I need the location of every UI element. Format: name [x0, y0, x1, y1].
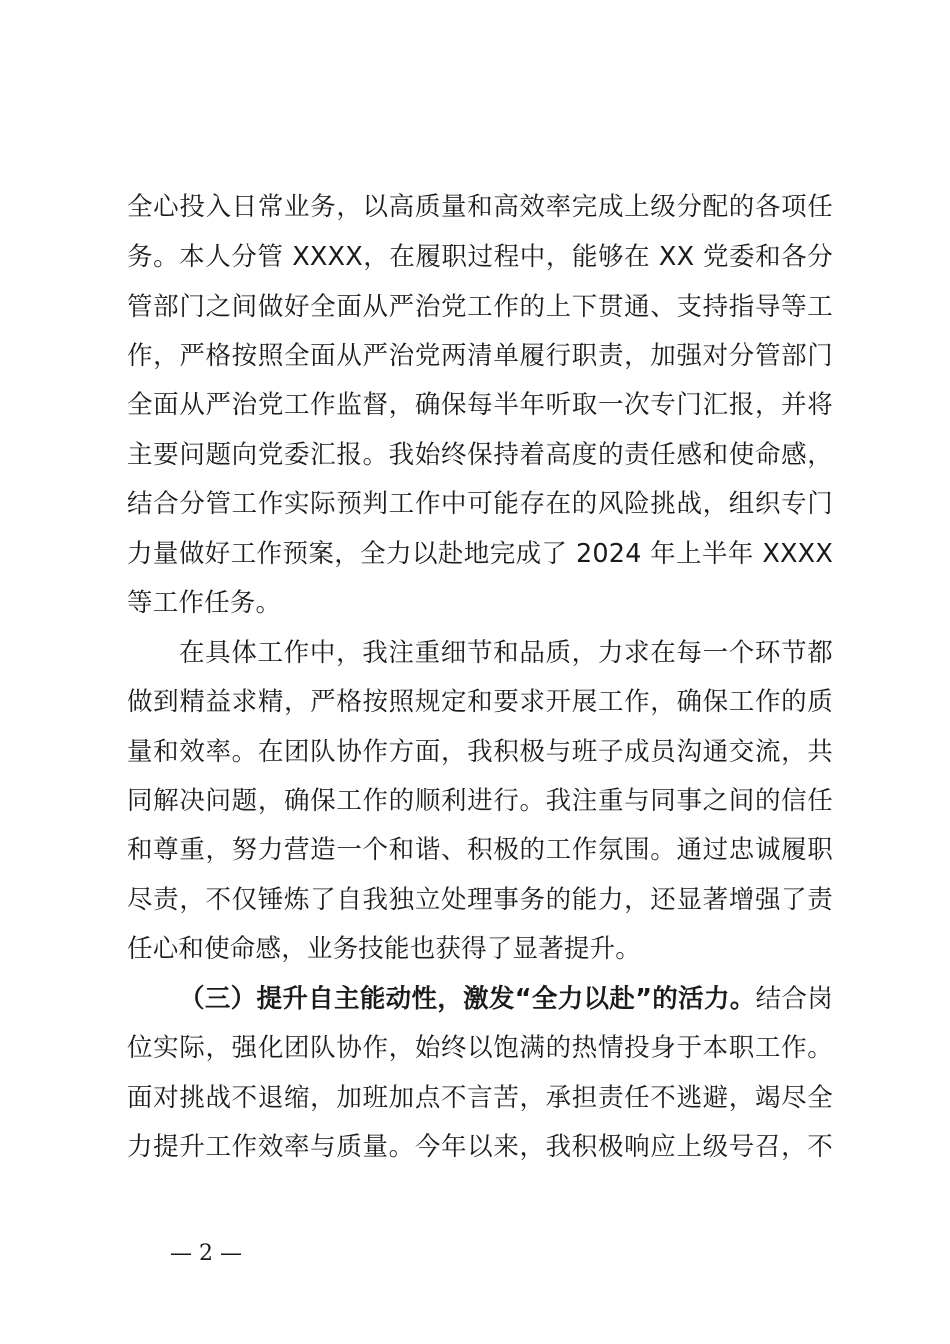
text-line: 位实际，强化团队协作，始终以饱满的热情投身于本职工作。 [127, 1033, 833, 1063]
text-line: 做到精益求精，严格按照规定和要求开展工作，确保工作的质 [127, 687, 833, 717]
text-line: 同解决问题，确保工作的顺利进行。我注重与同事之间的信任 [127, 786, 833, 816]
text-line: 尽责，不仅锤炼了自我独立处理事务的能力，还显著增强了责 [127, 885, 833, 915]
text-line: 等工作任务。 [127, 588, 282, 618]
text-line: 力量做好工作预案，全力以赴地完成了 2024 年上半年 XXXX [127, 539, 833, 569]
text-line: 任心和使命感，业务技能也获得了显著提升。 [127, 934, 642, 964]
section-heading-line [179, 984, 833, 1014]
text-line: 量和效率。在团队协作方面，我积极与班子成员沟通交流，共 [127, 737, 833, 767]
heading-continuation: 结合岗 [755, 984, 833, 1014]
text-line: 主要问题向党委汇报。我始终保持着高度的责任感和使命感， [127, 440, 833, 470]
text-line: 和尊重，努力营造一个和谐、积极的工作氛围。通过忠诚履职 [127, 835, 833, 865]
text-line: 面对挑战不退缩，加班加点不言苦，承担责任不逃避，竭尽全 [127, 1083, 833, 1113]
text-line: 结合分管工作实际预判工作中可能存在的风险挑战，组织专门 [127, 489, 833, 519]
text-line: 管部门之间做好全面从严治党工作的上下贯通、支持指导等工 [127, 292, 833, 322]
section-heading: （三）提升自主能动性，激发“全力以赴”的活力。 [179, 984, 756, 1014]
text-line: 全心投入日常业务，以高质量和高效率完成上级分配的各项任 [127, 192, 833, 222]
text-line: 力提升工作效率与质量。今年以来，我积极响应上级号召，不 [127, 1132, 833, 1162]
text-line: 务。本人分管 XXXX，在履职过程中，能够在 XX 党委和各分 [127, 242, 833, 272]
text-line: 全面从严治党工作监督，确保每半年听取一次专门汇报，并将 [127, 390, 833, 420]
text-line: 作，严格按照全面从严治党两清单履行职责，加强对分管部门 [127, 341, 833, 371]
text-line: 在具体工作中，我注重细节和品质，力求在每一个环节都 [179, 638, 833, 668]
page-number: — 2 — [170, 1241, 242, 1266]
